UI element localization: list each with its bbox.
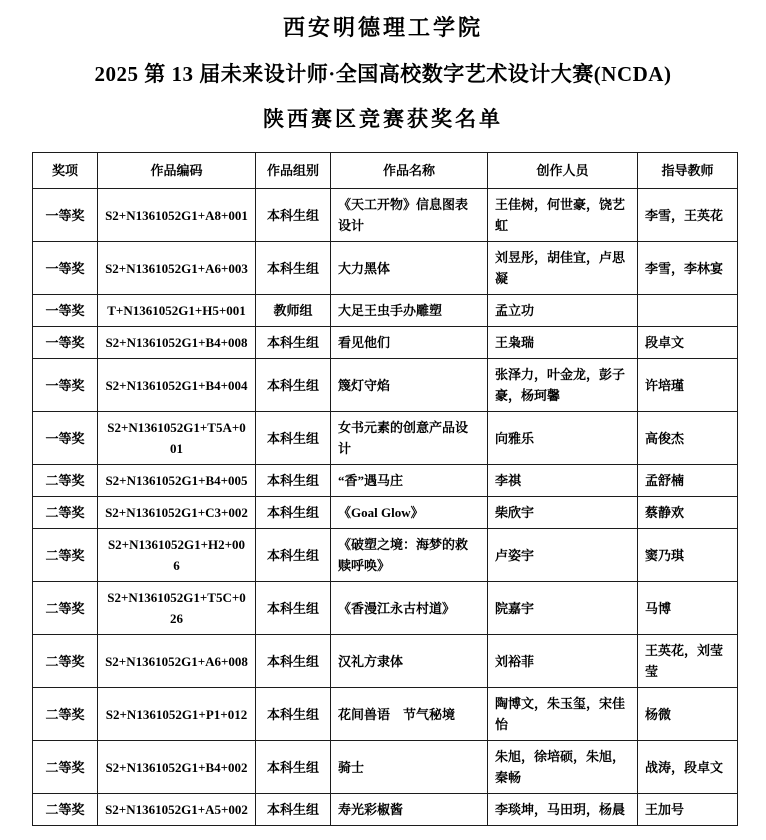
cell-advisors: 战涛，段卓文 [638,741,738,794]
cell-advisors: 李雪，王英花 [638,189,738,242]
cell-group: 本科生组 [256,327,331,359]
cell-award: 一等奖 [33,189,98,242]
cell-creators: 刘裕菲 [488,635,638,688]
table-row [33,741,738,794]
cell-award: 一等奖 [33,295,98,327]
cell-work: 大力黑体 [331,242,488,295]
cell-advisors: 王英花，刘莹莹 [638,635,738,688]
cell-group: 本科生组 [256,465,331,497]
cell-creators: 王枭瑞 [488,327,638,359]
cell-group: 本科生组 [256,412,331,465]
cell-work: 汉礼方隶体 [331,635,488,688]
cell-advisors: 蔡静欢 [638,497,738,529]
cell-work: 《香漫江永古村道》 [331,582,488,635]
column-header-work: 作品名称 [331,153,488,189]
cell-advisors: 孟舒楠 [638,465,738,497]
cell-creators: 朱旭，徐培硕，朱旭，秦畅 [488,741,638,794]
cell-advisors: 段卓文 [638,327,738,359]
cell-group: 本科生组 [256,635,331,688]
cell-work: 寿光彩椒酱 [331,794,488,826]
cell-work: 《天工开物》信息图表设计 [331,189,488,242]
column-header-advisors: 指导教师 [638,153,738,189]
column-header-award: 奖项 [33,153,98,189]
cell-work: 看见他们 [331,327,488,359]
cell-advisors: 许培瑾 [638,359,738,412]
cell-creators: 院嘉宇 [488,582,638,635]
table-row [33,327,738,359]
cell-creators: 李琰坤，马田玥，杨晨 [488,794,638,826]
table-row [33,465,738,497]
cell-work: 花间兽语 节气秘境 [331,688,488,741]
cell-code: S2+N1361052G1+C3+002 [98,497,256,529]
cell-group: 本科生组 [256,189,331,242]
cell-group: 本科生组 [256,359,331,412]
awards-table [32,152,738,826]
cell-award: 一等奖 [33,327,98,359]
cell-code: S2+N1361052G1+B4+008 [98,327,256,359]
cell-code: T+N1361052G1+H5+001 [98,295,256,327]
cell-advisors: 王加号 [638,794,738,826]
cell-code: S2+N1361052G1+B4+005 [98,465,256,497]
cell-work: 骑士 [331,741,488,794]
table-row [33,189,738,242]
cell-creators: 张泽力，叶金龙，彭子豪，杨珂馨 [488,359,638,412]
cell-advisors: 高俊杰 [638,412,738,465]
cell-work: 《破塑之境：海梦的救赎呼唤》 [331,529,488,582]
cell-code: S2+N1361052G1+A6+008 [98,635,256,688]
cell-group: 本科生组 [256,582,331,635]
cell-work: 女书元素的创意产品设计 [331,412,488,465]
page-title: 西安明德理工学院 [282,15,483,40]
cell-advisors: 窦乃琪 [638,529,738,582]
cell-code: S2+N1361052G1+H2+006 [98,529,256,582]
cell-award: 二等奖 [33,497,98,529]
cell-creators: 孟立功 [488,295,638,327]
page-subtitle-region: 陕西赛区竞赛获奖名单 [263,107,503,131]
cell-group: 本科生组 [256,242,331,295]
cell-advisors: 杨微 [638,688,738,741]
table-row [33,529,738,582]
column-header-creators: 创作人员 [488,153,638,189]
table-row [33,635,738,688]
cell-creators: 卢姿宇 [488,529,638,582]
document-header [0,0,766,133]
cell-advisors: 马博 [638,582,738,635]
cell-group: 本科生组 [256,529,331,582]
cell-creators: 柴欣宇 [488,497,638,529]
table-row [33,794,738,826]
cell-group: 本科生组 [256,741,331,794]
cell-award: 一等奖 [33,359,98,412]
cell-code: S2+N1361052G1+A6+003 [98,242,256,295]
page-subtitle-competition: 2025 第 13 届未来设计师·全国高校数字艺术设计大赛(NCDA) [94,62,672,86]
cell-code: S2+N1361052G1+A8+001 [98,189,256,242]
cell-award: 二等奖 [33,688,98,741]
cell-award: 一等奖 [33,412,98,465]
cell-work: 大足王虫手办雕塑 [331,295,488,327]
cell-code: S2+N1361052G1+T5C+026 [98,582,256,635]
cell-creators: 刘昱彤，胡佳宜，卢思凝 [488,242,638,295]
cell-award: 一等奖 [33,242,98,295]
cell-creators: 李祺 [488,465,638,497]
cell-award: 二等奖 [33,529,98,582]
cell-award: 二等奖 [33,635,98,688]
table-row [33,295,738,327]
table-header-row [33,153,738,189]
cell-creators: 陶博文，朱玉玺，宋佳怡 [488,688,638,741]
cell-creators: 向雅乐 [488,412,638,465]
table-row [33,582,738,635]
cell-code: S2+N1361052G1+P1+012 [98,688,256,741]
table-row [33,497,738,529]
cell-advisors: 李雪，李林宴 [638,242,738,295]
cell-code: S2+N1361052G1+T5A+001 [98,412,256,465]
cell-work: “香”遇马庄 [331,465,488,497]
cell-award: 二等奖 [33,465,98,497]
table-row [33,242,738,295]
table-row [33,359,738,412]
cell-code: S2+N1361052G1+B4+004 [98,359,256,412]
cell-code: S2+N1361052G1+B4+002 [98,741,256,794]
cell-work: 篾灯守焰 [331,359,488,412]
cell-advisors [638,295,738,327]
table-row [33,412,738,465]
cell-group: 本科生组 [256,794,331,826]
cell-award: 二等奖 [33,794,98,826]
cell-award: 二等奖 [33,741,98,794]
cell-work: 《Goal Glow》 [331,497,488,529]
table-row [33,688,738,741]
cell-award: 二等奖 [33,582,98,635]
cell-group: 教师组 [256,295,331,327]
cell-group: 本科生组 [256,497,331,529]
column-header-group: 作品组别 [256,153,331,189]
cell-code: S2+N1361052G1+A5+002 [98,794,256,826]
cell-creators: 王佳树，何世豪，饶艺虹 [488,189,638,242]
column-header-code: 作品编码 [98,153,256,189]
cell-group: 本科生组 [256,688,331,741]
